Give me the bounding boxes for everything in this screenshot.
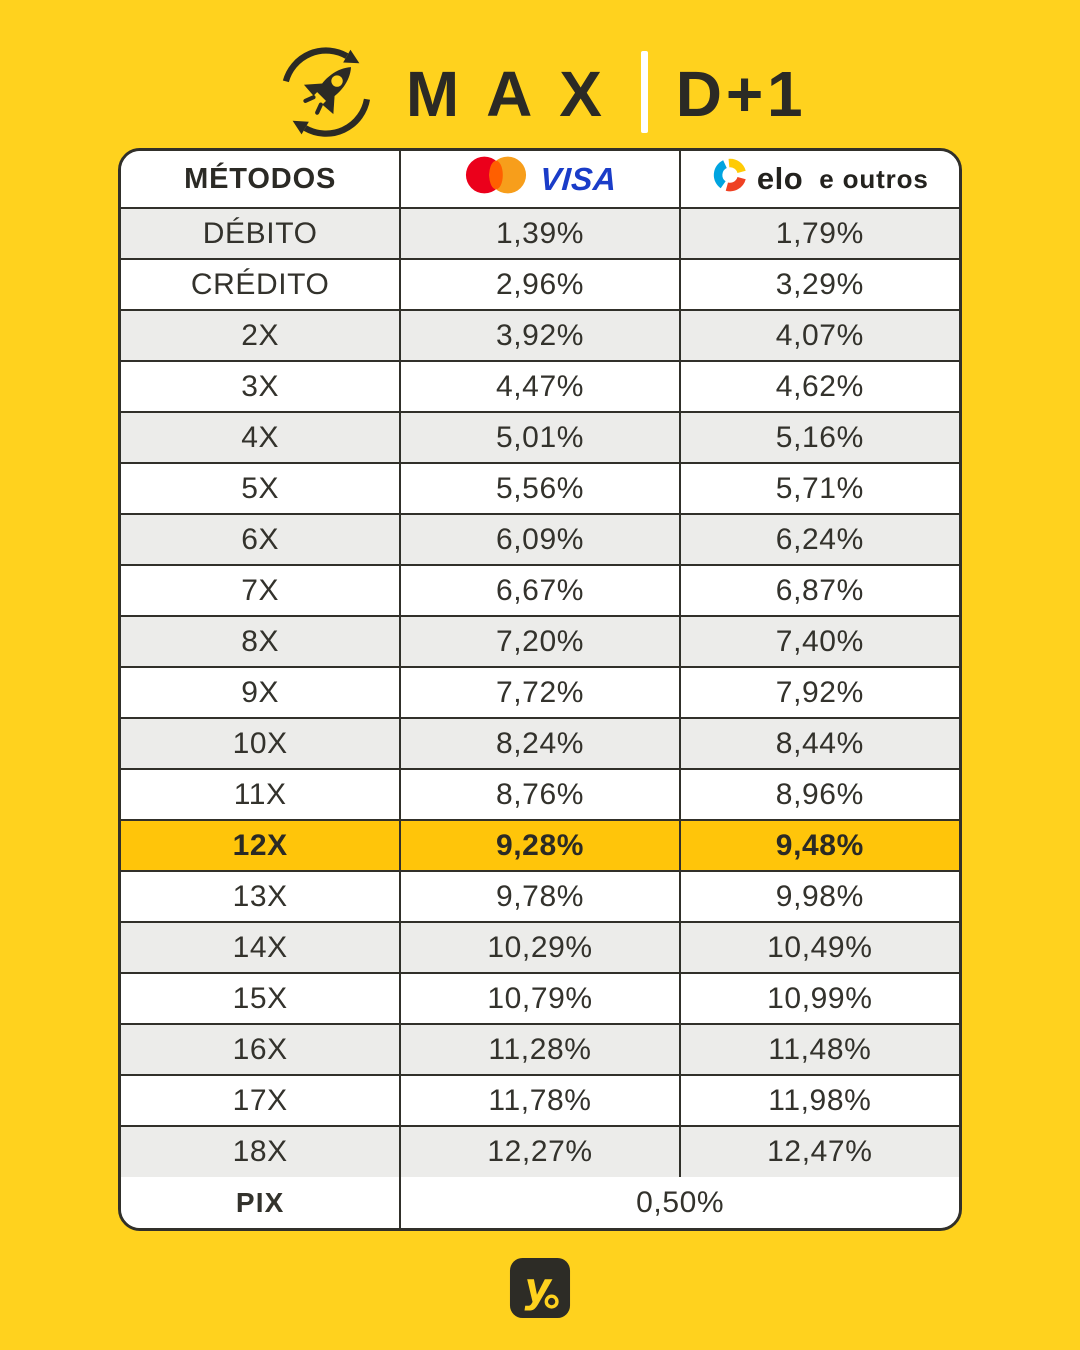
elo-rate-cell: 9,48%	[680, 820, 959, 871]
brand-header	[0, 0, 1080, 148]
visa-mc-rate-cell: 10,29%	[400, 922, 679, 973]
method-cell: DÉBITO	[121, 208, 400, 259]
visa-mc-rate-cell: 5,56%	[400, 463, 679, 514]
elo-rate-cell: 9,98%	[680, 871, 959, 922]
table-row	[121, 310, 959, 361]
method-cell: 16X	[121, 1024, 400, 1075]
visa-mastercard-column-header	[400, 151, 679, 208]
table-row	[121, 820, 959, 871]
elo-rate-cell: 12,47%	[680, 1126, 959, 1177]
visa-mc-rate-cell: 11,28%	[400, 1024, 679, 1075]
visa-mc-rate-cell: 12,27%	[400, 1126, 679, 1177]
elo-rate-cell: 10,49%	[680, 922, 959, 973]
visa-mc-rate-cell: 7,20%	[400, 616, 679, 667]
table-row	[121, 1024, 959, 1075]
elo-rate-cell: 11,98%	[680, 1075, 959, 1126]
table-row	[121, 208, 959, 259]
method-cell: 17X	[121, 1075, 400, 1126]
visa-mc-rate-cell: 11,78%	[400, 1075, 679, 1126]
method-cell: 15X	[121, 973, 400, 1024]
elo-logo-text: elo	[756, 161, 804, 196]
table-header-row	[121, 151, 959, 208]
method-cell: 6X	[121, 514, 400, 565]
method-cell: 7X	[121, 565, 400, 616]
rates-table	[121, 151, 959, 1228]
method-cell: CRÉDITO	[121, 259, 400, 310]
table-row	[121, 463, 959, 514]
table-row	[121, 922, 959, 973]
method-cell: 18X	[121, 1126, 400, 1177]
visa-mc-rate-cell: 8,76%	[400, 769, 679, 820]
visa-mc-rate-cell: 6,67%	[400, 565, 679, 616]
elo-others-label: e outros	[819, 163, 929, 194]
elo-rate-cell: 4,07%	[680, 310, 959, 361]
method-cell: 2X	[121, 310, 400, 361]
table-row	[121, 973, 959, 1024]
method-cell: 8X	[121, 616, 400, 667]
visa-mc-rate-cell: 3,92%	[400, 310, 679, 361]
method-cell: 9X	[121, 667, 400, 718]
visa-mc-rate-cell: 7,72%	[400, 667, 679, 718]
elo-rate-cell: 7,40%	[680, 616, 959, 667]
footer	[0, 1257, 1080, 1324]
pix-method-cell: PIX	[121, 1177, 400, 1228]
brand-divider	[641, 51, 648, 133]
rocket-orbit-icon	[274, 38, 378, 147]
rates-table-card	[118, 148, 962, 1231]
elo-rate-cell: 4,62%	[680, 361, 959, 412]
y-badge-logo	[509, 1257, 571, 1324]
method-cell: 5X	[121, 463, 400, 514]
table-row	[121, 667, 959, 718]
pix-row	[121, 1177, 959, 1228]
method-cell: 10X	[121, 718, 400, 769]
method-cell: 14X	[121, 922, 400, 973]
elo-rate-cell: 8,44%	[680, 718, 959, 769]
mastercard-icon	[464, 155, 528, 203]
visa-mc-rate-cell: 8,24%	[400, 718, 679, 769]
table-row	[121, 1126, 959, 1177]
visa-mc-rate-cell: 4,47%	[400, 361, 679, 412]
table-row	[121, 361, 959, 412]
visa-mc-rate-cell: 5,01%	[400, 412, 679, 463]
table-row	[121, 769, 959, 820]
table-row	[121, 259, 959, 310]
elo-icon	[711, 156, 749, 202]
table-row	[121, 616, 959, 667]
visa-mc-rate-cell: 1,39%	[400, 208, 679, 259]
visa-mc-rate-cell: 9,28%	[400, 820, 679, 871]
brand-name: MAX	[405, 58, 629, 130]
elo-rate-cell: 5,71%	[680, 463, 959, 514]
rates-table-body	[121, 208, 959, 1177]
method-cell: 12X	[121, 820, 400, 871]
elo-rate-cell: 6,87%	[680, 565, 959, 616]
table-row	[121, 565, 959, 616]
pix-rate-cell: 0,50%	[400, 1177, 959, 1228]
visa-mc-rate-cell: 9,78%	[400, 871, 679, 922]
table-row	[121, 718, 959, 769]
methods-column-header: MÉTODOS	[121, 151, 400, 208]
method-cell: 13X	[121, 871, 400, 922]
visa-mc-rate-cell: 10,79%	[400, 973, 679, 1024]
method-cell: 4X	[121, 412, 400, 463]
table-row	[121, 514, 959, 565]
method-cell: 11X	[121, 769, 400, 820]
elo-rate-cell: 7,92%	[680, 667, 959, 718]
table-row	[121, 871, 959, 922]
elo-rate-cell: 6,24%	[680, 514, 959, 565]
visa-mc-rate-cell: 6,09%	[400, 514, 679, 565]
elo-rate-cell: 5,16%	[680, 412, 959, 463]
elo-rate-cell: 11,48%	[680, 1024, 959, 1075]
visa-mc-rate-cell: 2,96%	[400, 259, 679, 310]
plan-name: D+1	[675, 58, 807, 130]
elo-rate-cell: 10,99%	[680, 973, 959, 1024]
elo-rate-cell: 8,96%	[680, 769, 959, 820]
elo-column-header	[680, 151, 959, 208]
table-row	[121, 412, 959, 463]
table-row	[121, 1075, 959, 1126]
elo-rate-cell: 1,79%	[680, 208, 959, 259]
elo-rate-cell: 3,29%	[680, 259, 959, 310]
visa-logo: VISA	[538, 160, 618, 197]
method-cell: 3X	[121, 361, 400, 412]
svg-text:y: y	[524, 1263, 552, 1312]
